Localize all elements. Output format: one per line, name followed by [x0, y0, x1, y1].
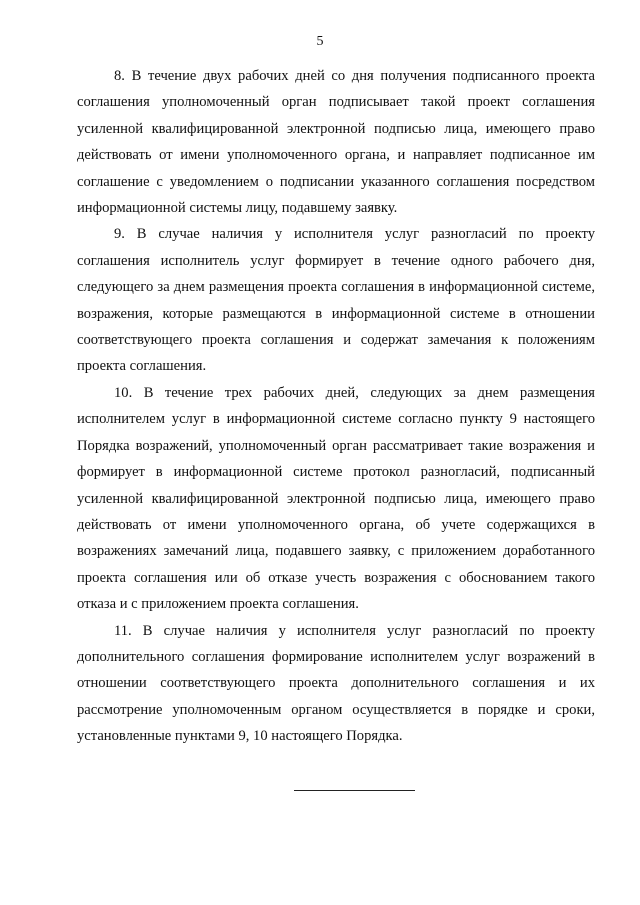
paragraph-9: 9. В случае наличия у исполнителя услуг разногласий по проекту соглашения исполнитель услуг формирует в течение одного рабочего дня, следующего за днем размещения проекта соглашения в информационной системе, возражения, которые размещаются в информационной системе в отношении соответствующего проекта соглашения и содержат замечания к положениям проекта соглашения. — [77, 226, 595, 375]
closing-divider-line — [294, 790, 415, 791]
paragraph-10: 10. В течение трех рабочих дней, следующих за днем размещения исполнителем услуг в информационной системе согласно пункту 9 настоящего Порядка возражений, уполномоченный орган рассматривает такие возражения и формирует в информационной системе протокол разногласий, подписанный усиленной квалифицированной электронной подписью лица, имеющего право действовать от имени уполномоченного органа, об учете содержащихся в возражениях замечаний лица, подавшего заявку, с приложением доработанного проекта соглашения или об отказе учесть возражения с обоснованием такого отказа и с приложением проекта соглашения. — [77, 384, 595, 613]
paragraph-11: 11. В случае наличия у исполнителя услуг разногласий по проекту дополнительного соглашения формирование исполнителем услуг возражений в отношении соответствующего проекта дополнительного соглашения и их рассмотрение уполномоченным органом осуществляется в порядке и сроки, установленные пунктами 9, 10 настоящего Порядка. — [77, 622, 595, 745]
page-number: 5 — [316, 34, 324, 49]
paragraph-8: 8. В течение двух рабочих дней со дня получения подписанного проекта соглашения уполномоченный орган подписывает такой проект соглашения усиленной квалифицированной электронной подписью лица, имеющего право действовать от имени уполномоченного органа, и направляет подписанное им соглашение с уведомлением о подписании указанного соглашения посредством информационной системы лицу, подавшему заявку. — [77, 68, 595, 217]
document-body — [77, 63, 595, 750]
